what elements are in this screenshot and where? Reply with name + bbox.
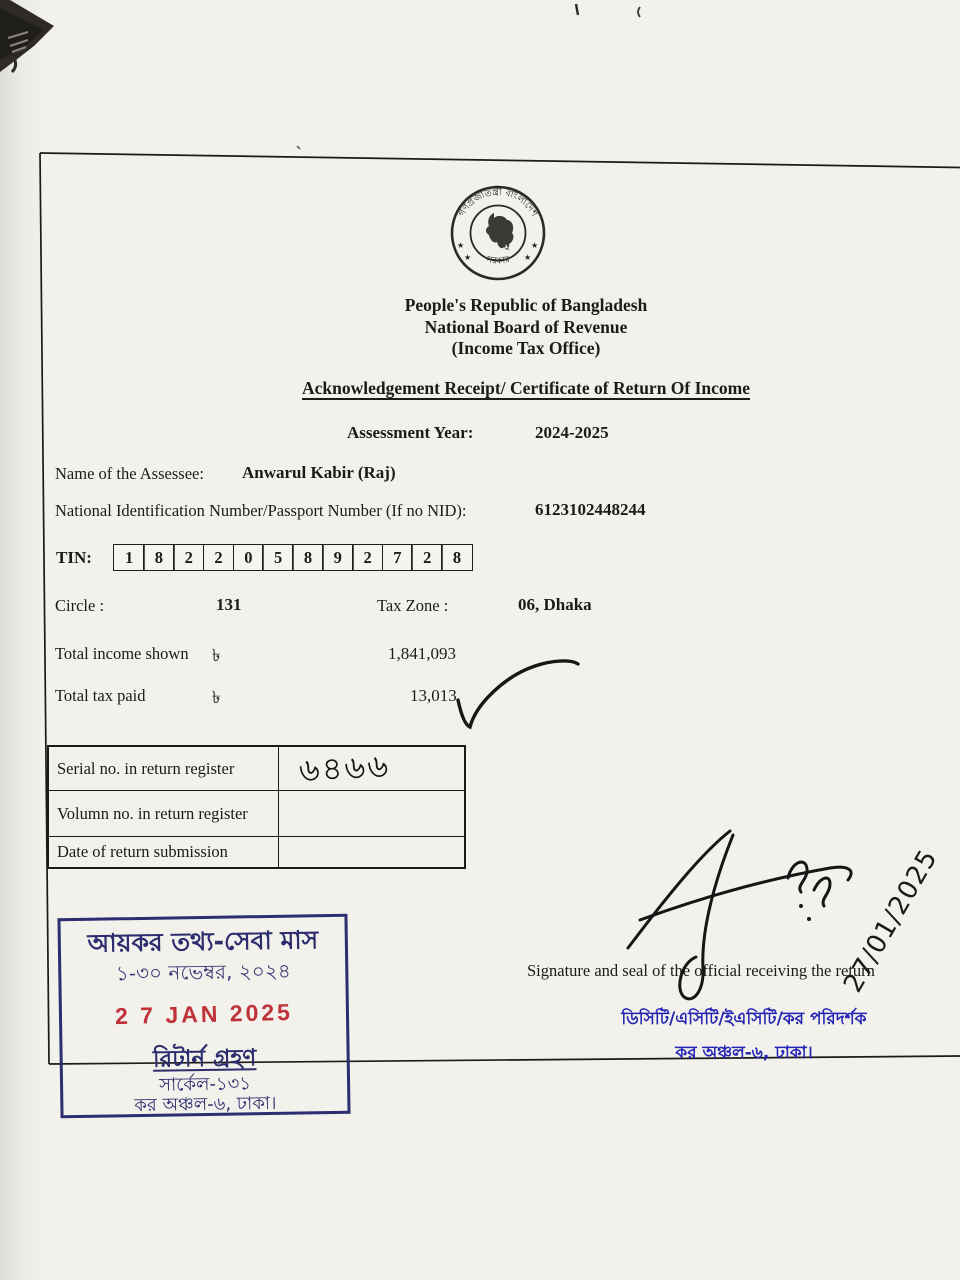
stamp-return-received-line: রিটার্ন গ্রহণ xyxy=(152,1045,257,1073)
tin-digit-cell: 0 xyxy=(233,544,265,571)
tin-digit-cell: 8 xyxy=(441,544,473,571)
volume-no-cell xyxy=(279,791,464,836)
title-row xyxy=(92,378,960,399)
emblem-star-icon: ★ xyxy=(457,241,465,250)
submission-date-cell xyxy=(279,837,464,867)
assessment-year-value: 2024-2025 xyxy=(535,423,609,442)
official-zone-line: কর অঞ্চল-৬, ঢাকা। xyxy=(675,1043,813,1063)
office-stamp xyxy=(57,914,350,1119)
emblem-bottom-text: সরকার xyxy=(485,254,512,267)
tin-digit-cell: 2 xyxy=(411,544,443,571)
emblem-star-icon: ★ xyxy=(531,241,539,250)
tin-digit-cell: 8 xyxy=(143,544,175,571)
total-tax-value: 13,013 xyxy=(410,686,457,705)
table-row xyxy=(49,836,464,867)
tin-label: TIN: xyxy=(56,548,92,567)
national-emblem-seal xyxy=(448,182,548,284)
official-designation-line: ডিসিটি/এসিটি/ইএসিটি/কর পরিদর্শক xyxy=(621,1009,867,1029)
nid-value: 6123102448244 xyxy=(535,500,646,519)
register-table xyxy=(47,745,466,869)
circle-value: 131 xyxy=(216,595,242,614)
document-title: Acknowledgement Receipt/ Certificate of Return Of Income xyxy=(301,378,751,398)
header-board: National Board of Revenue xyxy=(424,316,628,337)
ink-speck xyxy=(576,4,578,15)
total-tax-label: Total tax paid xyxy=(55,686,146,705)
assessee-name-label: Name of the Assessee: xyxy=(55,464,204,483)
bangladesh-map-icon xyxy=(486,213,513,250)
tin-digit-cell: 8 xyxy=(292,544,324,571)
volume-no-label: Volumn no. in return register xyxy=(49,791,279,836)
tin-digit-cell: 1 xyxy=(113,544,145,571)
stamp-service-month-line: আয়কর তথ্য-সেবা মাস xyxy=(87,925,319,958)
tax-zone-value: 06, Dhaka xyxy=(518,595,592,614)
serial-no-label: Serial no. in return register xyxy=(49,747,279,790)
circle-label: Circle : xyxy=(55,596,105,615)
tax-zone-label: Tax Zone : xyxy=(377,596,449,615)
emblem-circular-text: গণপ্রজাতন্ত্রী বাংলাদেশ xyxy=(456,186,540,219)
header-block xyxy=(92,295,960,360)
taka-symbol: ৳ xyxy=(212,688,221,708)
tin-digit-cell: 2 xyxy=(173,544,205,571)
table-row xyxy=(49,747,464,790)
emblem-star-icon: ★ xyxy=(524,253,532,262)
table-row xyxy=(49,790,464,836)
stamp-received-date: 2 7 JAN 2025 xyxy=(114,998,294,1030)
tin-digit-cell: 2 xyxy=(203,544,235,571)
handwritten-date: 27/01/2025 xyxy=(838,844,944,998)
tin-digit-cell: 7 xyxy=(382,544,414,571)
assessment-year-label: Assessment Year: xyxy=(347,423,474,442)
header-office: (Income Tax Office) xyxy=(451,338,601,358)
stamp-circle-line: সার্কেল-১৩১ xyxy=(158,1073,252,1096)
tin-digit-cell: 5 xyxy=(262,544,294,571)
nid-label: National Identification Number/Passport Number (If no NID): xyxy=(55,501,467,520)
total-income-label: Total income shown xyxy=(55,644,189,663)
tin-digit-cell: 2 xyxy=(352,544,384,571)
tin-grid xyxy=(115,544,473,571)
emblem-star-icon: ★ xyxy=(464,253,472,262)
total-income-value: 1,841,093 xyxy=(388,644,456,663)
stamp-zone-line: কর অঞ্চল-৬, ঢাকা। xyxy=(134,1092,277,1117)
ink-speck xyxy=(638,7,640,17)
serial-no-cell xyxy=(279,747,464,790)
stamp-date-range-line: ১-৩০ নভেম্বর, ২০২৪ xyxy=(115,958,291,986)
assessee-name-value: Anwarul Kabir (Raj) xyxy=(242,463,396,482)
handwritten-serial-number: ৬৪৬৬ xyxy=(297,746,392,790)
signature-caption: Signature and seal of the official receiving the return xyxy=(527,961,875,980)
tin-digit-cell: 9 xyxy=(322,544,354,571)
taka-symbol: ৳ xyxy=(212,646,221,666)
submission-date-label: Date of return submission xyxy=(49,837,279,867)
ink-speck xyxy=(297,146,300,149)
handwritten-checkmark xyxy=(440,640,600,750)
header-country: People's Republic of Bangladesh xyxy=(404,295,648,315)
